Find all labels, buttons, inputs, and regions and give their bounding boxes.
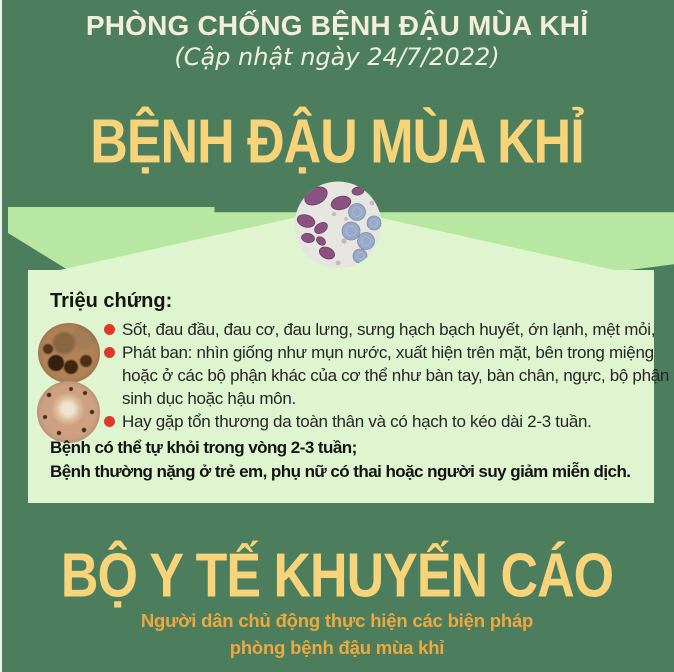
animal-skin-lesions-photo: [38, 323, 100, 383]
symptom-text: Hay gặp tổn thương da toàn thân và có hạch to kéo dài 2-3 tuần.: [122, 412, 592, 431]
ministry-recommendation-title: BỘ Y TẾ KHUYẾN CÁO: [60, 541, 614, 611]
symptom-line: [122, 389, 296, 409]
header-title: PHÒNG CHỐNG BỆNH ĐẬU MÙA KHỈ: [85, 10, 589, 41]
symptom-line: [104, 343, 654, 363]
disease-title: BỆNH ĐẬU MÙA KHỈ: [90, 107, 584, 177]
disease-note: Bệnh có thể tự khỏi trong vòng 2-3 tuần;: [50, 438, 357, 457]
footer-subtitle-line: phòng bệnh đậu mùa khỉ: [229, 637, 445, 658]
symptom-line: [104, 412, 592, 432]
skin-pustule-photo: [37, 381, 100, 443]
symptoms-heading: Triệu chứng:: [50, 290, 173, 312]
header-update-date: (Cập nhật ngày 24/7/2022): [174, 43, 500, 71]
bullet-dot-icon: [104, 324, 115, 335]
virus-micrograph-image: [294, 181, 382, 269]
symptom-line: [122, 366, 669, 386]
disease-note: Bệnh thường nặng ở trẻ em, phụ nữ có thai hoặc người suy giảm miễn dịch.: [50, 462, 631, 481]
symptom-line: [104, 320, 655, 340]
bullet-dot-icon: [104, 347, 115, 358]
footer-subtitle-line: Người dân chủ động thực hiện các biện pháp: [140, 610, 534, 631]
bullet-dot-icon: [104, 416, 115, 427]
symptom-text: sinh dục hoặc hậu môn.: [122, 389, 296, 408]
symptom-text: Sốt, đau đầu, đau cơ, đau lưng, sưng hạch bạch huyết, ớn lạnh, mệt mỏi,: [122, 320, 656, 339]
symptom-text: hoặc ở các bộ phận khác của cơ thể như bàn tay, bàn chân, ngực, bộ phận: [122, 366, 670, 385]
symptom-text: Phát ban: nhìn giống như mụn nước, xuất hiện trên mặt, bên trong miệng: [122, 343, 654, 362]
